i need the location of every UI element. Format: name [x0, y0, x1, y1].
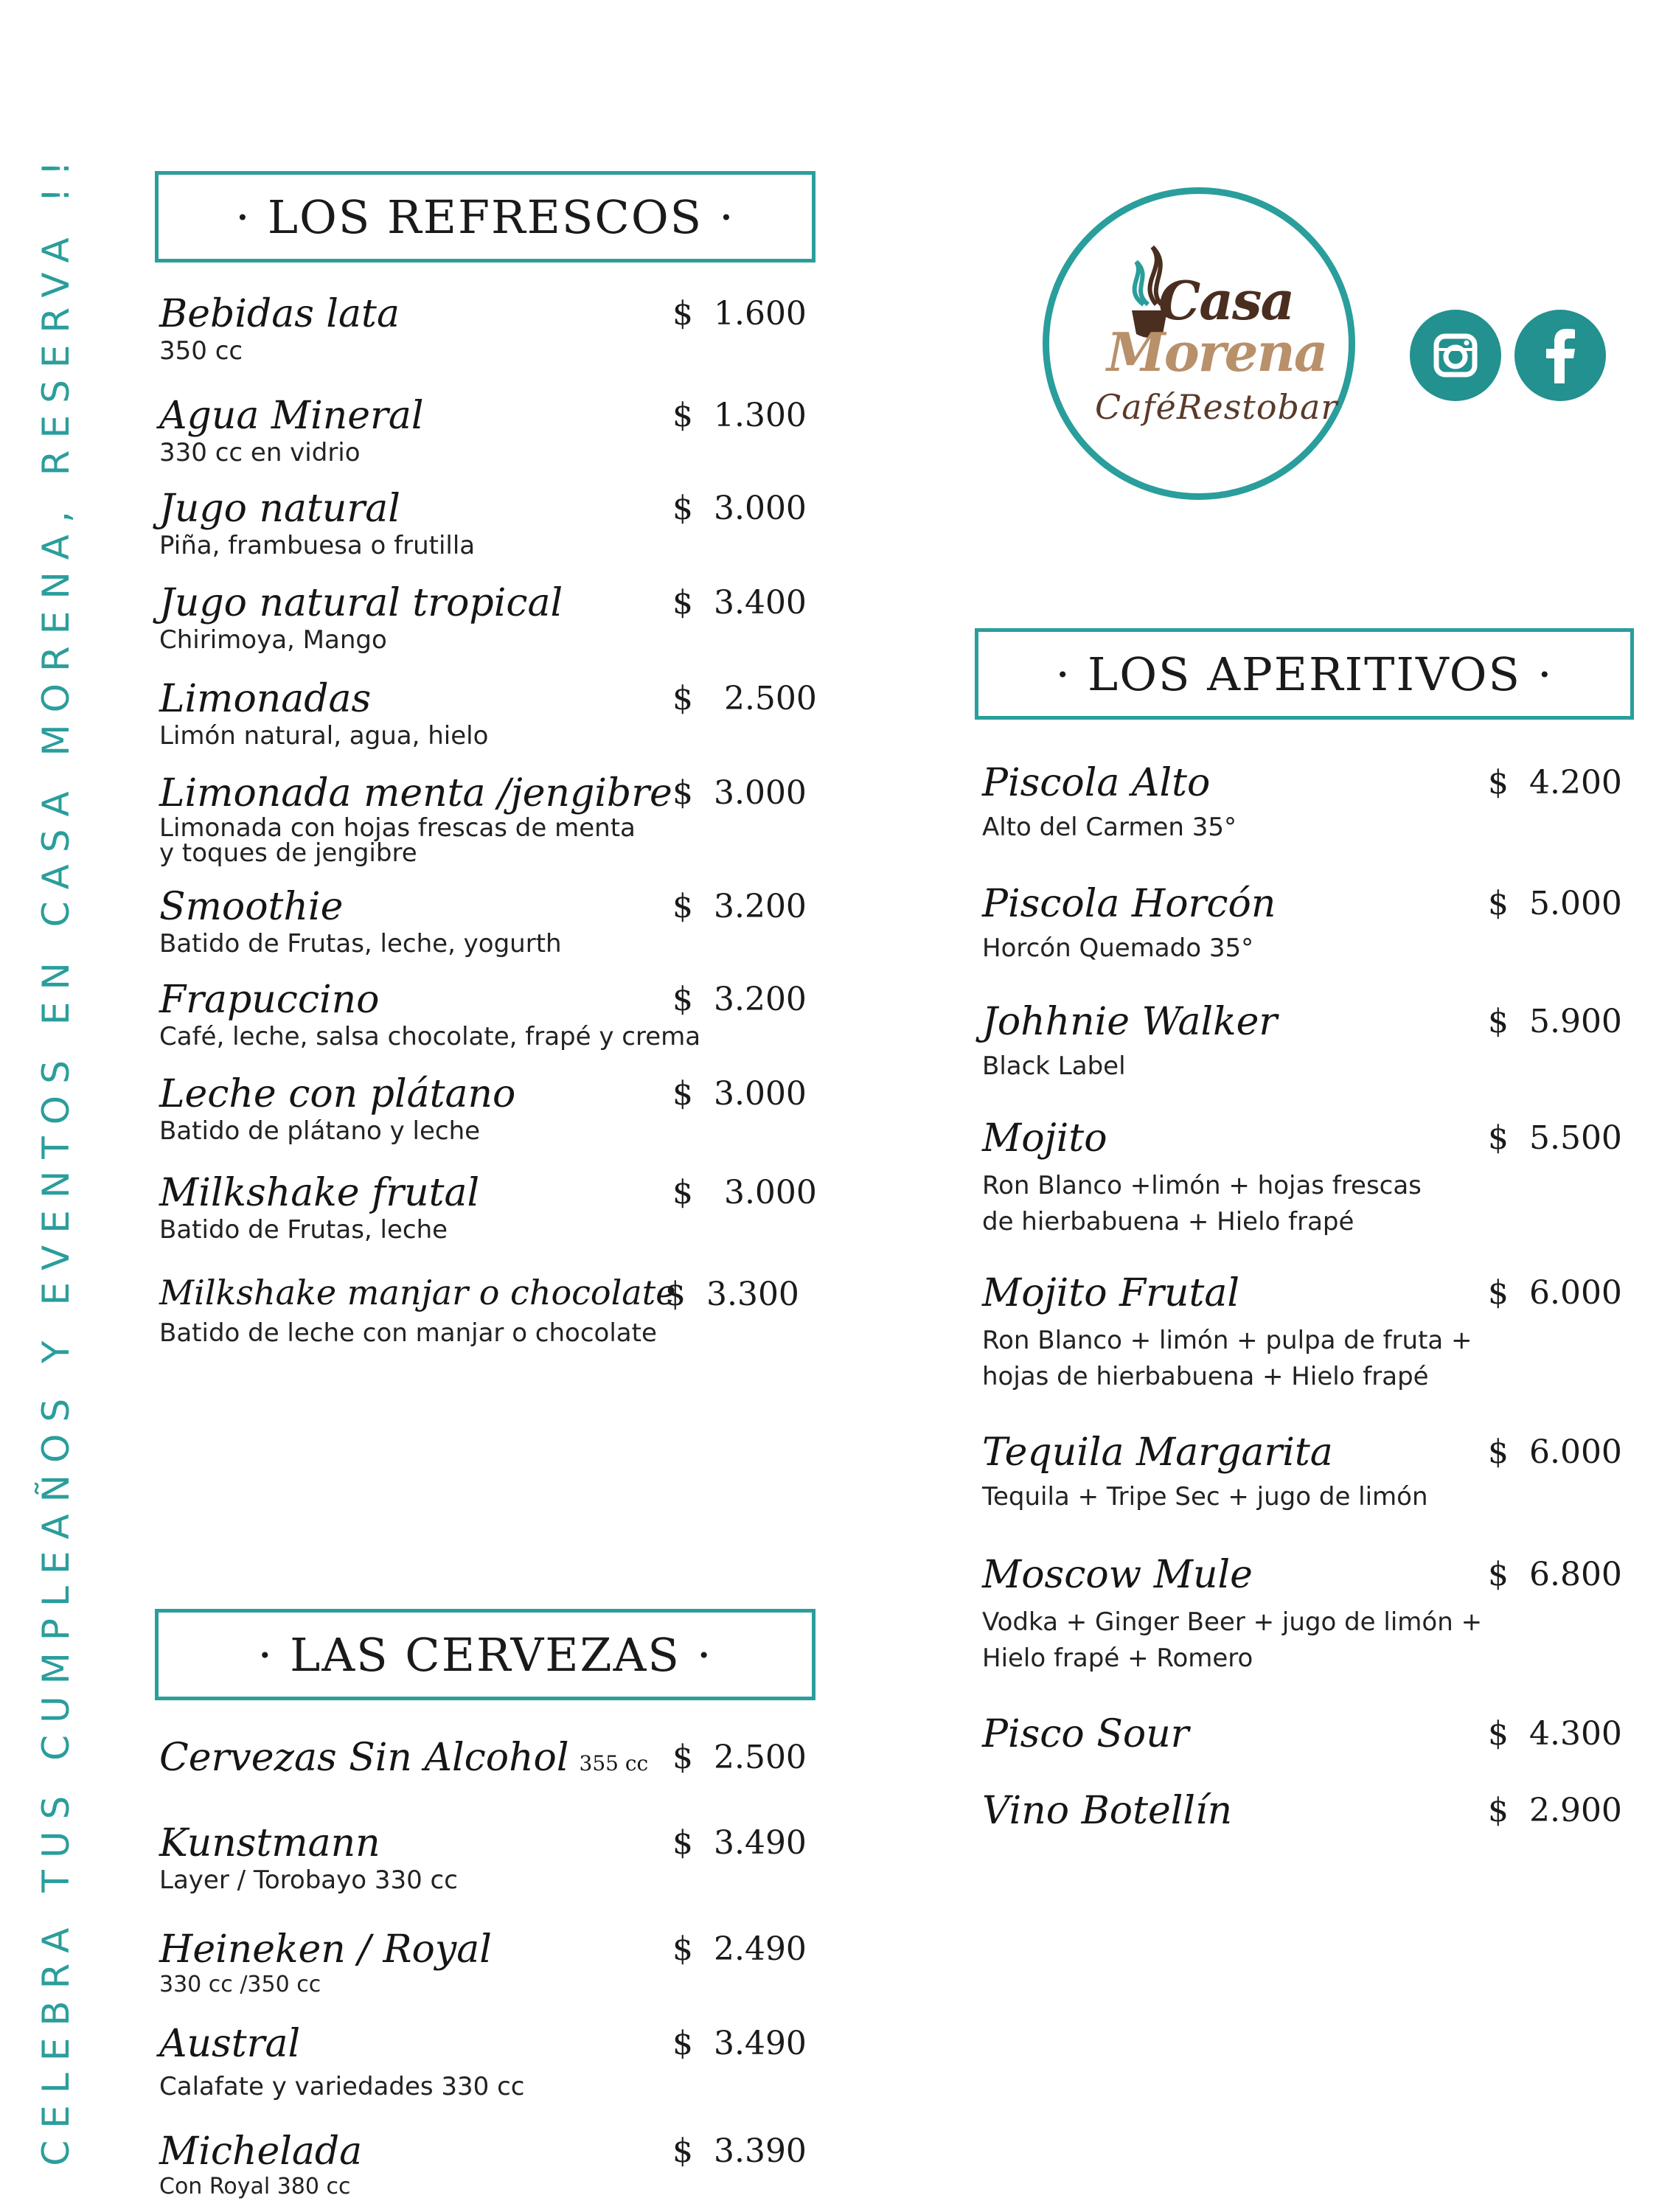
item-name: Cervezas Sin Alcohol 355 cc [159, 1736, 649, 1780]
menu-item [982, 1430, 1622, 1512]
item-price: $ 3.000 [672, 490, 807, 527]
facebook-icon[interactable] [1514, 310, 1606, 401]
item-name: Mojito [982, 1116, 1107, 1161]
item-name: Jugo natural [159, 487, 400, 531]
section-title-refrescos: · LOS REFRESCOS · [155, 171, 815, 262]
item-price: $ 4.300 [1488, 1715, 1622, 1753]
item-name: Mojito Frutal [982, 1271, 1239, 1315]
item-name: Heineken / Royal [159, 1927, 492, 1972]
menu-item [159, 394, 807, 468]
item-name: Milkshake frutal [159, 1171, 480, 1215]
item-description: 350 cc [159, 336, 243, 366]
item-name: Vino Botellín [982, 1789, 1233, 1833]
menu-item [159, 581, 807, 655]
item-name: Kunstmann [159, 1821, 380, 1865]
item-price: $ 1.600 [672, 295, 807, 333]
menu-item [159, 1072, 807, 1147]
menu-item [982, 1712, 1622, 1756]
item-description: Ron Blanco +limón + hojas frescas de hierbabuena + Hielo frapé [982, 1171, 1422, 1237]
item-description: Café, leche, salsa chocolate, frapé y crema [159, 1022, 701, 1051]
sidebar-promo-text: CELEBRA TUS CUMPLEAÑOS Y EVENTOS EN CASA MORENA, RESERVA !! [35, 149, 77, 2166]
menu-item [159, 2129, 807, 2200]
item-description: Vodka + Ginger Beer + jugo de limón + Hielo frapé + Romero [982, 1607, 1483, 1674]
item-price: $ 6.000 [1488, 1433, 1622, 1471]
menu-item [159, 487, 807, 561]
item-description: Layer / Torobayo 330 cc [159, 1865, 458, 1895]
menu-item [982, 1789, 1622, 1833]
item-inline-size: 355 cc [579, 1751, 649, 1775]
item-price: $ 3.300 [665, 1276, 799, 1313]
item-price: $ 2.500 [672, 1739, 807, 1776]
menu-item [982, 1271, 1622, 1396]
menu-item [159, 292, 807, 366]
item-description: Batido de plátano y leche [159, 1116, 481, 1146]
item-price: $ 2.490 [672, 1930, 807, 1968]
logo [1043, 187, 1355, 500]
item-price: $ 3.200 [672, 981, 807, 1018]
item-price: $ 5.900 [1488, 1003, 1622, 1040]
section-title-cervezas: · LAS CERVEZAS · [155, 1609, 815, 1700]
menu-item [159, 1927, 807, 1998]
item-description: Ron Blanco + limón + pulpa de fruta + hojas de hierbabuena + Hielo frapé [982, 1326, 1472, 1392]
item-price: $ 5.000 [1488, 885, 1622, 922]
item-price: $ 3.000 [672, 1174, 817, 1211]
item-price: $ 3.000 [672, 1075, 807, 1113]
menu-item [159, 771, 807, 868]
logo-text-caferestobar: CaféRestobar [1095, 387, 1338, 427]
menu-item [159, 677, 817, 751]
item-price: $ 3.400 [672, 584, 807, 622]
item-name: Jugo natural tropical [159, 581, 563, 625]
item-price: $ 3.390 [672, 2132, 807, 2170]
item-name: Limonadas [159, 677, 372, 721]
item-description: Batido de leche con manjar o chocolate [159, 1318, 657, 1348]
menu-item [159, 1273, 799, 1349]
item-name: Johhnie Walker [982, 1000, 1278, 1044]
item-name: Milkshake manjar o chocolate [159, 1273, 676, 1312]
item-name: Moscow Mule [982, 1553, 1253, 1597]
item-name: Agua Mineral [159, 394, 424, 438]
item-description: Calafate y variedades 330 cc [159, 2072, 525, 2101]
menu-item [159, 2022, 807, 2102]
item-price: $ 6.000 [1488, 1274, 1622, 1312]
item-description: Batido de Frutas, leche [159, 1215, 448, 1245]
item-description: Limón natural, agua, hielo [159, 721, 489, 751]
item-name: Smoothie [159, 885, 344, 929]
item-name: Leche con plátano [159, 1072, 516, 1116]
item-description: Black Label [982, 1051, 1126, 1081]
menu-item [159, 1736, 807, 1780]
item-name: Pisco Sour [982, 1712, 1189, 1756]
item-description: Chirimoya, Mango [159, 625, 387, 655]
item-description: Piña, frambuesa o frutilla [159, 531, 476, 560]
item-price: $ 3.200 [672, 888, 807, 925]
item-name: Austral [159, 2022, 301, 2066]
item-name: Frapuccino [159, 978, 380, 1022]
item-price: $ 3.490 [672, 2025, 807, 2062]
item-name: Michelada [159, 2129, 363, 2174]
item-price: $ 3.000 [672, 774, 807, 812]
item-description: 330 cc /350 cc [159, 1972, 321, 1997]
item-description: Tequila + Tripe Sec + jugo de limón [982, 1482, 1428, 1512]
item-name: Limonada menta /jengibre [159, 771, 672, 815]
menu-item [159, 885, 807, 959]
item-description: 330 cc en vidrio [159, 438, 361, 467]
menu-item [982, 761, 1622, 843]
item-name: Piscola Alto [982, 761, 1211, 805]
item-description: Limonada con hojas frescas de menta y toques de jengibre [159, 813, 636, 868]
item-name: Tequila Margarita [982, 1430, 1333, 1475]
item-price: $ 2.900 [1488, 1792, 1622, 1829]
item-price: $ 3.490 [672, 1824, 807, 1862]
menu-item [982, 1000, 1622, 1082]
menu-item [159, 1171, 817, 1245]
menu-item [159, 1821, 807, 1896]
instagram-icon[interactable] [1410, 310, 1501, 401]
item-description: Horcón Quemado 35° [982, 933, 1254, 963]
logo-text-casa: Casa [1158, 269, 1294, 332]
item-price: $ 4.200 [1488, 764, 1622, 801]
item-description: Alto del Carmen 35° [982, 813, 1237, 842]
item-description: Con Royal 380 cc [159, 2174, 351, 2199]
item-price: $ 5.500 [1488, 1119, 1622, 1157]
item-name: Bebidas lata [159, 292, 400, 336]
logo-text-morena: Morena [1107, 321, 1327, 383]
menu-item [982, 1553, 1622, 1677]
menu-item [159, 978, 807, 1052]
menu-item [982, 1116, 1622, 1241]
menu-item [982, 882, 1622, 964]
item-price: $ 2.500 [672, 680, 817, 717]
item-price: $ 6.800 [1488, 1556, 1622, 1593]
item-description: Batido de Frutas, leche, yogurth [159, 929, 562, 959]
section-title-aperitivos: · LOS APERITIVOS · [975, 628, 1634, 720]
item-price: $ 1.300 [672, 397, 807, 434]
item-name: Piscola Horcón [982, 882, 1276, 926]
